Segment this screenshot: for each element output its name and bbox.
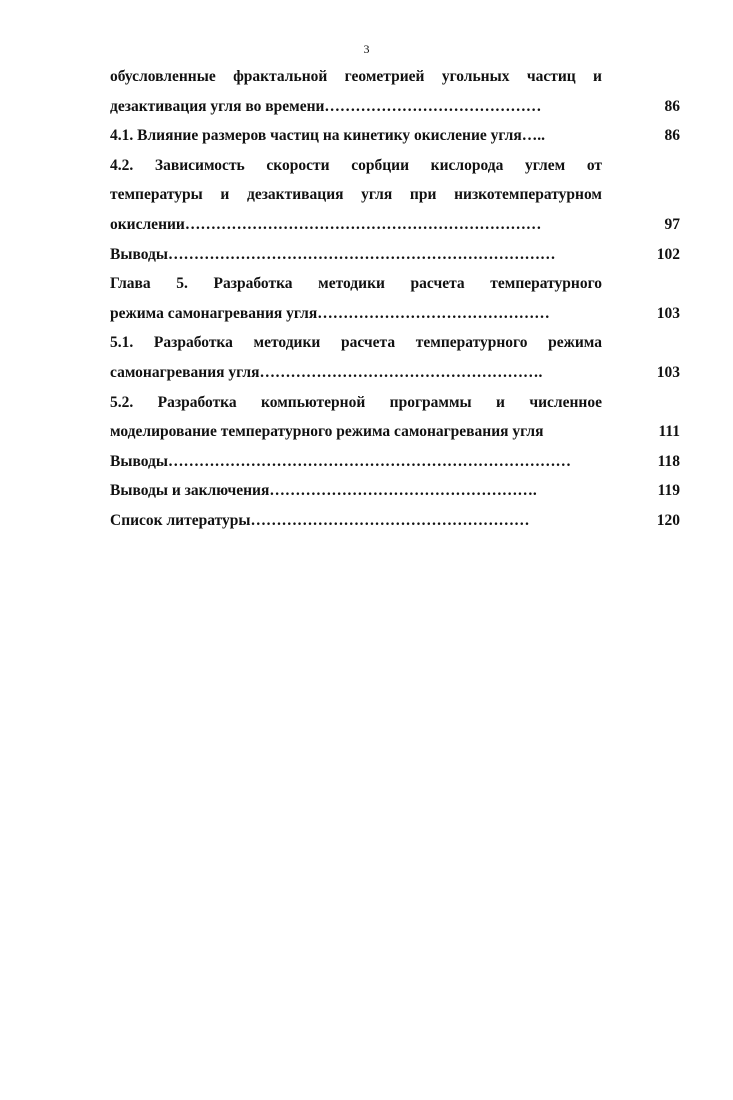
toc-entry [110, 180, 680, 210]
toc-entry-title: Глава 5. Разработка методики расчета температурного [110, 275, 602, 293]
toc-entry-title: 4.1. Влияние размеров частиц на кинетику окисление угля….. [110, 127, 545, 145]
toc-entry [110, 240, 680, 270]
toc-entry-title: обусловленные фрактальной геометрией угольных частиц и [110, 68, 602, 85]
toc-entry-page: 103 [656, 363, 680, 381]
toc-entry-page: 102 [656, 245, 680, 263]
toc-entry [110, 447, 680, 477]
toc-entry-title: Выводы………………………………………………………………… [110, 245, 556, 263]
toc-entry [110, 358, 680, 388]
toc-entry [110, 210, 680, 240]
toc-entry-page: 86 [664, 97, 680, 115]
toc-entry [110, 269, 680, 299]
table-of-contents [110, 62, 680, 536]
toc-entry-page: 119 [657, 482, 680, 500]
toc-entry [110, 388, 680, 418]
toc-entry-page: 118 [657, 452, 680, 470]
toc-entry-title: Список литературы……………………………………………… [110, 511, 530, 529]
toc-entry [110, 121, 680, 151]
toc-entry-title: моделирование температурного режима самонагревания угля [110, 423, 544, 441]
toc-entry [110, 62, 680, 92]
toc-entry-page: 97 [664, 215, 680, 233]
toc-entry-title: 5.2. Разработка компьютерной программы и численное [110, 393, 602, 411]
toc-entry-title: режима самонагревания угля……………………………………… [110, 304, 550, 322]
toc-entry [110, 299, 680, 329]
toc-entry-title: самонагревания угля………………………………………………. [110, 363, 543, 381]
toc-entry [110, 151, 680, 181]
toc-entry [110, 92, 680, 122]
toc-entry-title: температуры и дезактивация угля при низкотемпературном [110, 186, 602, 204]
toc-entry [110, 506, 680, 536]
toc-entry [110, 328, 680, 358]
toc-entry-title: 5.1. Разработка методики расчета температурного режима [110, 334, 602, 352]
toc-entry-title: окислении…………………………………………………………… [110, 215, 542, 233]
toc-entry-page: 103 [656, 304, 680, 322]
toc-entry [110, 417, 680, 447]
toc-entry-page: 86 [664, 127, 680, 145]
toc-entry [110, 476, 680, 506]
toc-entry-page: 120 [656, 511, 680, 529]
toc-entry-title: Выводы и заключения……………………………………………. [110, 482, 537, 500]
toc-entry-title: 4.2. Зависимость скорости сорбции кислорода углем от [110, 156, 602, 174]
toc-entry-title: дезактивация угля во времени…………………………………… [110, 97, 542, 115]
page-number: 3 [363, 42, 370, 56]
toc-entry-page: 111 [658, 423, 680, 441]
toc-entry-title: Выводы…………………………………………………………………… [110, 452, 571, 470]
